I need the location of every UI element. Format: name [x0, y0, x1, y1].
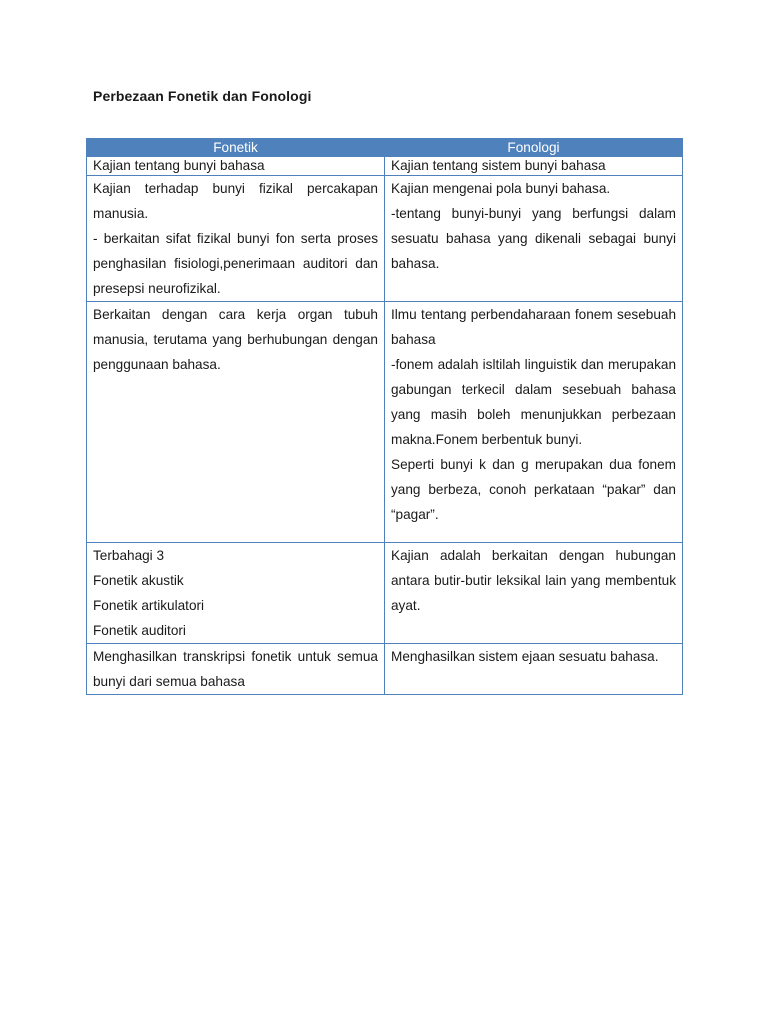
- page-title: Perbezaan Fonetik dan Fonologi: [93, 88, 312, 104]
- cell-text: Kajian tentang bunyi bahasa: [93, 158, 265, 173]
- fonologi-cell: [385, 644, 683, 695]
- column-header-fonologi: Fonologi: [385, 139, 683, 157]
- fonologi-cell: [385, 176, 683, 302]
- table-row: [87, 644, 683, 695]
- cell-text: Kajian tentang sistem bunyi bahasa: [391, 158, 606, 173]
- cell-text: Fonetik akustik: [93, 573, 184, 588]
- cell-text: Menghasilkan sistem ejaan sesuatu bahasa.: [391, 649, 659, 664]
- cell-text: - berkaitan sifat fizikal bunyi fon serta proses penghasilan fisiologi,penerimaan auditori dan presepsi neurofizikal.: [93, 231, 378, 296]
- fonologi-cell: [385, 157, 683, 176]
- fonetik-cell: [87, 644, 385, 695]
- table-row: [87, 157, 683, 176]
- cell-text: Menghasilkan transkripsi fonetik untuk semua bunyi dari semua bahasa: [93, 649, 378, 689]
- cell-text: Kajian adalah berkaitan dengan hubungan antara butir-butir leksikal lain yang membentuk ayat.: [391, 548, 676, 613]
- table-header-row: [87, 139, 683, 157]
- fonetik-cell: [87, 302, 385, 543]
- cell-text: Fonetik auditori: [93, 623, 186, 638]
- fonologi-cell: [385, 302, 683, 543]
- fonetik-cell: [87, 157, 385, 176]
- cell-text: Kajian terhadap bunyi fizikal percakapan manusia.: [93, 181, 378, 221]
- cell-text: Berkaitan dengan cara kerja organ tubuh manusia, terutama yang berhubungan dengan penggunaan bahasa.: [93, 307, 378, 372]
- table-row: [87, 543, 683, 644]
- cell-text: Kajian mengenai pola bunyi bahasa.: [391, 181, 611, 196]
- cell-text: Seperti bunyi k dan g merupakan dua fonem yang berbeza, conoh perkataan “pakar” dan “pagar”.: [391, 457, 676, 522]
- comparison-table: [86, 138, 683, 695]
- cell-text: -tentang bunyi-bunyi yang berfungsi dalam sesuatu bahasa yang dikenali sebagai bunyi bahasa.: [391, 206, 676, 271]
- fonetik-cell: [87, 543, 385, 644]
- fonetik-cell: [87, 176, 385, 302]
- table-row: [87, 176, 683, 302]
- cell-text: Ilmu tentang perbendaharaan fonem sesebuah bahasa: [391, 307, 676, 347]
- fonologi-cell: [385, 543, 683, 644]
- column-header-fonetik: Fonetik: [87, 139, 385, 157]
- cell-text: Fonetik artikulatori: [93, 598, 205, 613]
- table-row: [87, 302, 683, 543]
- cell-text: -fonem adalah isltilah linguistik dan merupakan gabungan terkecil dalam sesebuah bahasa yang masih boleh menunjukkan perbezaan makna.Fonem berbentuk bunyi.: [391, 357, 676, 447]
- cell-text: Terbahagi 3: [93, 548, 165, 563]
